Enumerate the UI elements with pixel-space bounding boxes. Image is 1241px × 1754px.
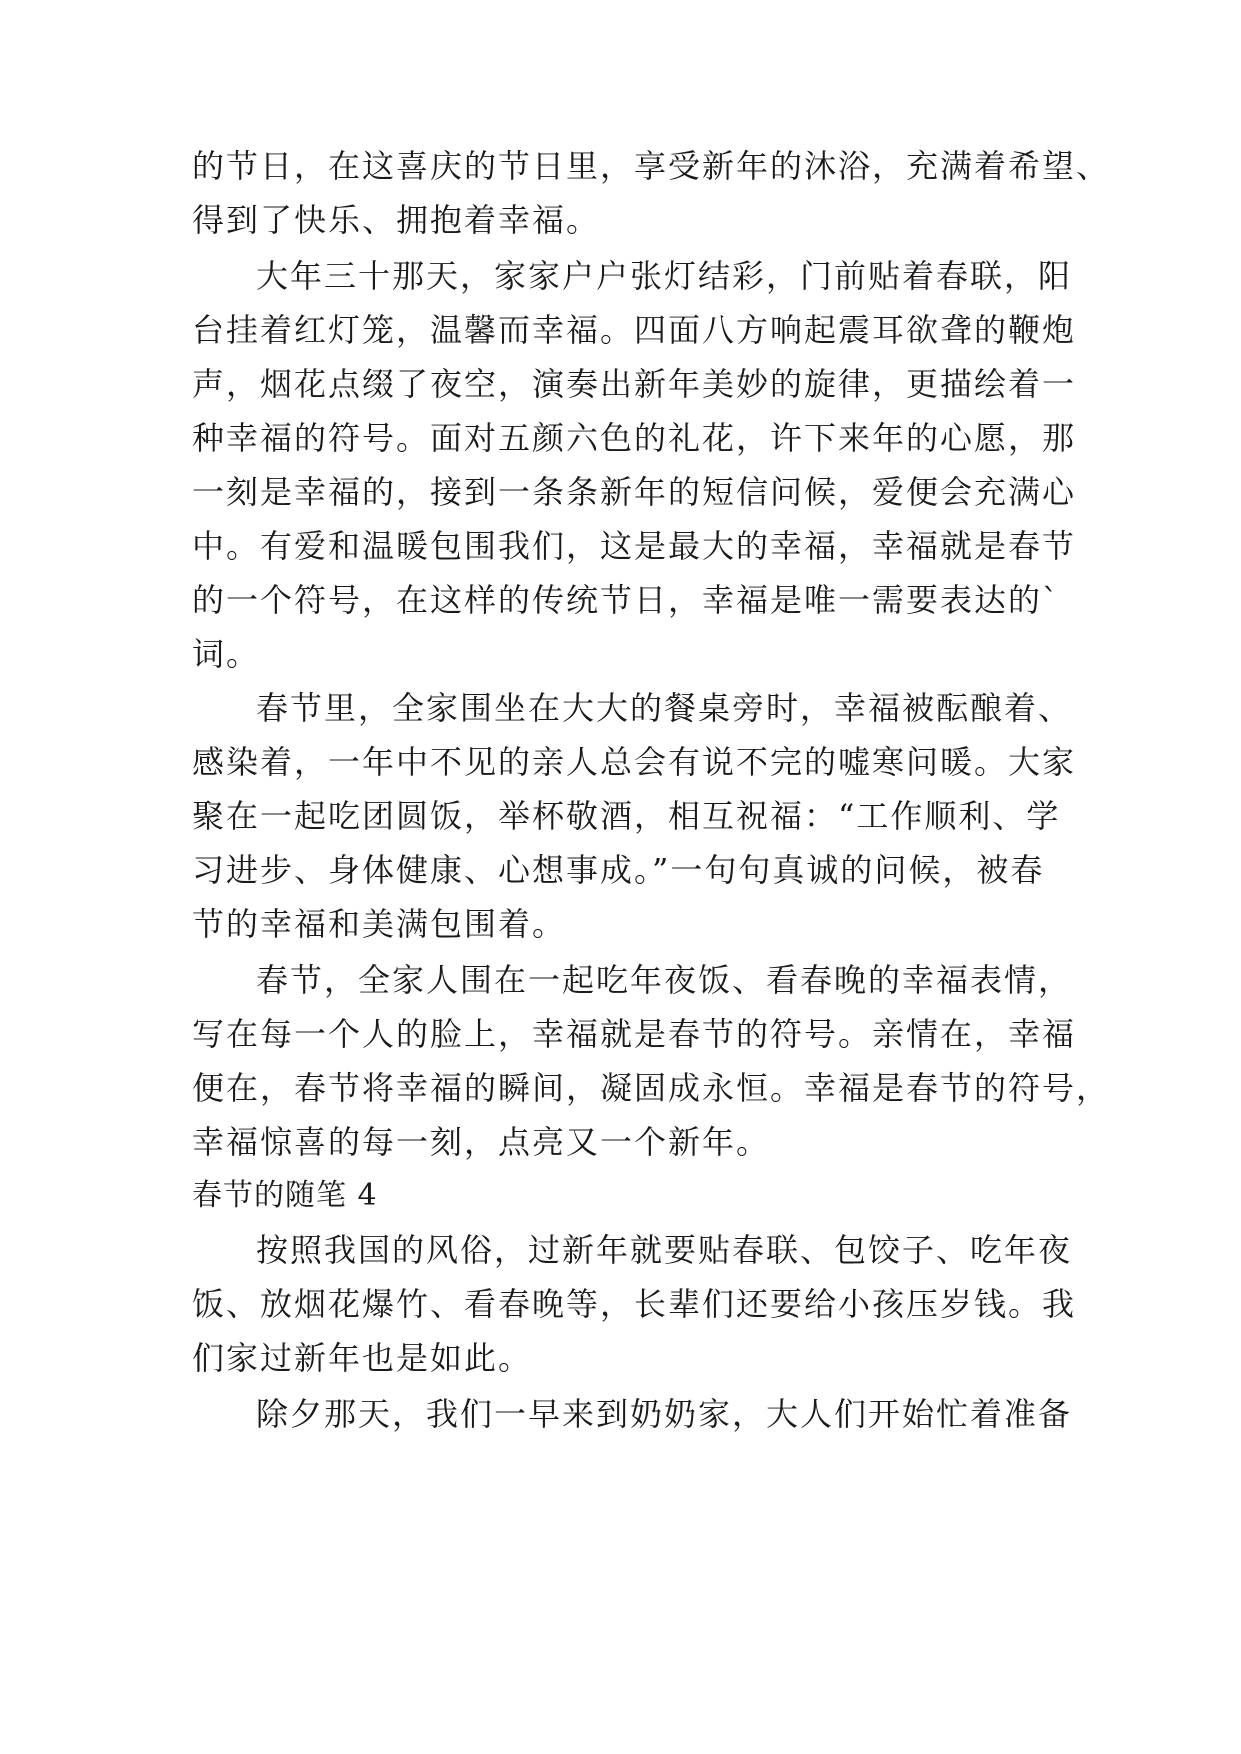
paragraph-start-line: 春节，全家人围在一起吃年夜饭、看春晚的幸福表情， [256,961,1073,999]
paragraph-start-line: 除夕那天，我们一早来到奶奶家，大人们开始忙着准备 [256,1395,1073,1433]
text-line: 聚在一起吃团圆饭，举杯敬酒，相互祝福：“工作顺利、学 [192,797,1061,835]
text-line: 们家过新年也是如此。 [192,1339,533,1377]
text-line: 词。 [192,635,261,673]
text-line: 一刻是幸福的，接到一条条新年的短信问候，爱便会充满心 [192,473,1077,511]
text-line: 得到了快乐、拥抱着幸福。 [192,201,601,239]
paragraph-start-line: 春节里，全家围坐在大大的餐桌旁时，幸福被酝酿着、 [256,689,1073,727]
text-line: 幸福惊喜的每一刻，点亮又一个新年。 [192,1123,771,1161]
paragraph-start-line: 按照我国的风俗，过新年就要贴春联、包饺子、吃年夜 [256,1231,1073,1269]
text-line: 台挂着红灯笼，温馨而幸福。四面八方响起震耳欲聋的鞭炮 [192,311,1077,349]
text-line: 饭、放烟花爆竹、看春晚等，长辈们还要给小孩压岁钱。我 [192,1285,1077,1323]
text-line: 感染着，一年中不见的亲人总会有说不完的嘘寒问暖。大家 [192,743,1077,781]
text-line: 的一个符号，在这样的传统节日，幸福是唯一需要表达的` [192,581,1061,619]
text-line: 中。有爱和温暖包围我们，这是最大的幸福，幸福就是春节 [192,527,1077,565]
text-line: 写在每一个人的脸上，幸福就是春节的符号。亲情在，幸福 [192,1015,1077,1053]
paragraph-start-line: 大年三十那天，家家户户张灯结彩，门前贴着春联，阳 [256,257,1073,295]
text-line: 的节日，在这喜庆的节日里，享受新年的沐浴，充满着希望、 [192,147,1111,185]
section-heading: 春节的随笔 4 [192,1178,378,1213]
text-line: 习进步、身体健康、心想事成。”一句句真诚的问候，被春 [192,851,1045,889]
text-line: 声，烟花点缀了夜空，演奏出新年美妙的旋律，更描绘着一 [192,365,1077,403]
text-line: 便在，春节将幸福的瞬间，凝固成永恒。幸福是春节的符号， [192,1069,1111,1107]
text-line: 种幸福的符号。面对五颜六色的礼花，许下来年的心愿，那 [192,419,1077,457]
text-line: 节的幸福和美满包围着。 [192,905,567,943]
